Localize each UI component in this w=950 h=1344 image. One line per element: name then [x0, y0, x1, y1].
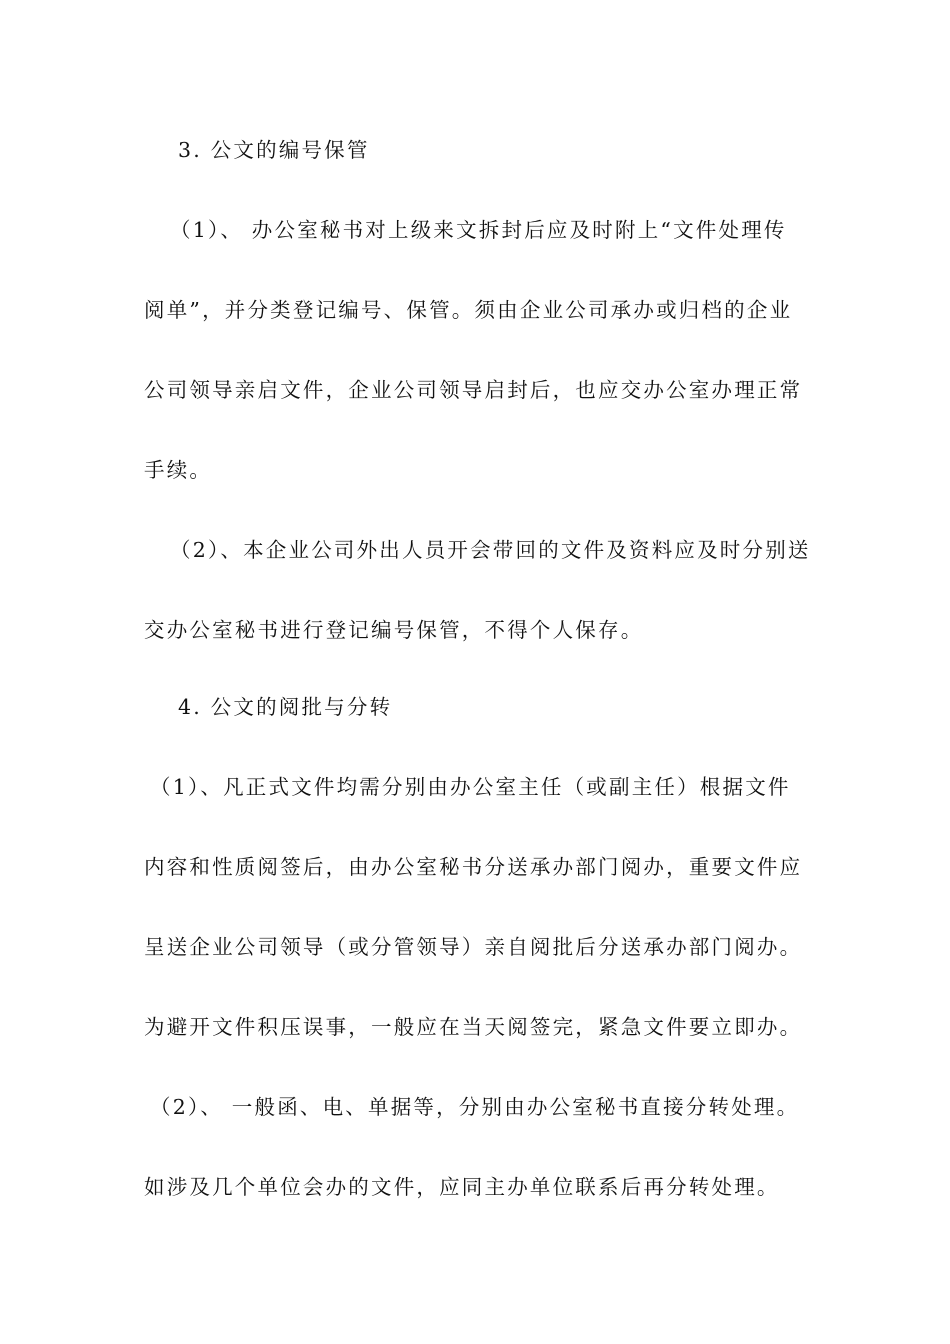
section-3-p1-line-2: 阅单”，并分类登记编号、保管。须由企业公司承办或归档的企业 [144, 298, 793, 322]
section-3-p1-line-4: 手续。 [144, 458, 213, 482]
section-4-p1-line-4: 为避开文件积压误事，一般应在当天阅签完，紧急文件要立即办。 [144, 1015, 803, 1039]
section-4-p1-line-1: （1）、凡正式文件均需分别由办公室主任（或副主任）根据文件 [150, 775, 791, 799]
section-3-p2-line-1: （2）、本企业公司外出人员开会带回的文件及资料应及时分别送 [170, 538, 811, 562]
section-4-p2-line-2: 如涉及几个单位会办的文件，应同主办单位联系后再分转处理。 [144, 1175, 780, 1199]
section-4-heading: 4. 公文的阅批与分转 [178, 695, 393, 719]
section-3-p2-line-2: 交办公室秘书进行登记编号保管，不得个人保存。 [144, 618, 644, 642]
section-3-p1-line-1: （1）、 办公室秘书对上级来文拆封后应及时附上“文件处理传 [170, 218, 787, 242]
section-4-p2-line-1: （2）、 一般函、电、单据等，分别由办公室秘书直接分转处理。 [150, 1095, 800, 1119]
section-3-p1-line-3: 公司领导亲启文件，企业公司领导启封后，也应交办公室办理正常 [144, 378, 803, 402]
section-4-p1-line-3: 呈送企业公司领导（或分管领导）亲自阅批后分送承办部门阅办。 [144, 935, 803, 959]
section-3-heading: 3. 公文的编号保管 [178, 138, 370, 162]
section-4-p1-line-2: 内容和性质阅签后，由办公室秘书分送承办部门阅办，重要文件应 [144, 855, 803, 879]
